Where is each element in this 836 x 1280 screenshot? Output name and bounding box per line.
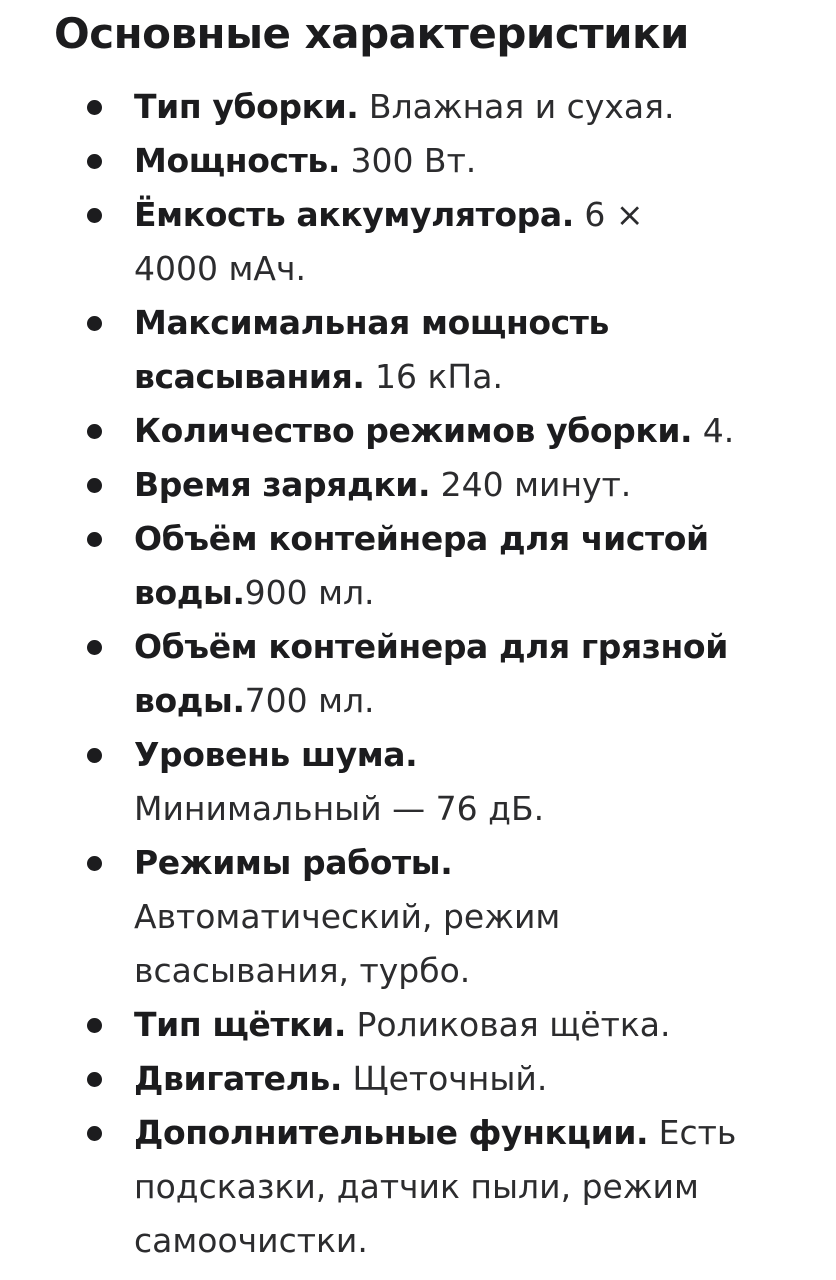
spec-value: 6 × 4000 мАч.	[134, 195, 644, 288]
bullet-icon	[87, 316, 102, 331]
spec-term: Тип уборки.	[134, 87, 359, 126]
spec-term: Тип щётки.	[134, 1005, 346, 1044]
spec-item-operation-modes	[54, 836, 812, 998]
spec-item-charge-time	[54, 458, 812, 512]
spec-term: Количество режимов уборки.	[134, 411, 693, 450]
spec-term: Уровень шума.	[134, 735, 418, 774]
spec-value: 700 мл.	[244, 681, 375, 720]
spec-value: Автоматический, режим всасывания, турбо.	[134, 897, 561, 990]
bullet-icon	[87, 856, 102, 871]
spec-value: Минимальный — 76 дБ.	[134, 789, 545, 828]
spec-value: Щеточный.	[342, 1059, 548, 1098]
spec-item-power	[54, 134, 812, 188]
spec-term: Максимальная мощность всасывания.	[134, 303, 609, 396]
bullet-icon	[87, 532, 102, 547]
spec-term: Объём контейнера для чистой воды.	[134, 519, 709, 612]
bullet-icon	[87, 100, 102, 115]
spec-value: Роликовая щётка.	[345, 1005, 671, 1044]
spec-term: Режимы работы.	[134, 843, 453, 882]
spec-term: Время зарядки.	[134, 465, 431, 504]
spec-item-modes-count	[54, 404, 812, 458]
spec-item-extra-features	[54, 1106, 812, 1268]
page-title: Основные характеристики	[54, 9, 689, 58]
spec-item-clean-water	[54, 512, 812, 620]
bullet-icon	[87, 154, 102, 169]
bullet-icon	[87, 424, 102, 439]
spec-term: Двигатель.	[134, 1059, 342, 1098]
spec-value: 300 Вт.	[339, 141, 477, 180]
spec-item-cleaning-type	[54, 80, 812, 134]
spec-term: Ёмкость аккумулятора.	[134, 195, 574, 234]
spec-value: Влажная и сухая.	[358, 87, 675, 126]
spec-value: 16 кПа.	[364, 357, 503, 396]
bullet-icon	[87, 478, 102, 493]
spec-item-dirty-water	[54, 620, 812, 728]
spec-value: Есть подсказки, датчик пыли, режим самоочистки.	[134, 1113, 737, 1260]
bullet-icon	[87, 748, 102, 763]
bullet-icon	[87, 208, 102, 223]
spec-item-brush-type	[54, 998, 812, 1052]
bullet-icon	[87, 1072, 102, 1087]
spec-term: Мощность.	[134, 141, 340, 180]
spec-list	[54, 80, 812, 1268]
bullet-icon	[87, 1018, 102, 1033]
spec-value: 4.	[692, 411, 735, 450]
spec-item-suction	[54, 296, 812, 404]
spec-term: Объём контейнера для грязной воды.	[134, 627, 728, 720]
spec-item-noise	[54, 728, 812, 836]
spec-item-motor	[54, 1052, 812, 1106]
spec-value: 900 мл.	[244, 573, 375, 612]
bullet-icon	[87, 640, 102, 655]
spec-term: Дополнительные функции.	[134, 1113, 649, 1152]
spec-value: 240 минут.	[430, 465, 632, 504]
spec-item-battery	[54, 188, 812, 296]
bullet-icon	[87, 1126, 102, 1141]
